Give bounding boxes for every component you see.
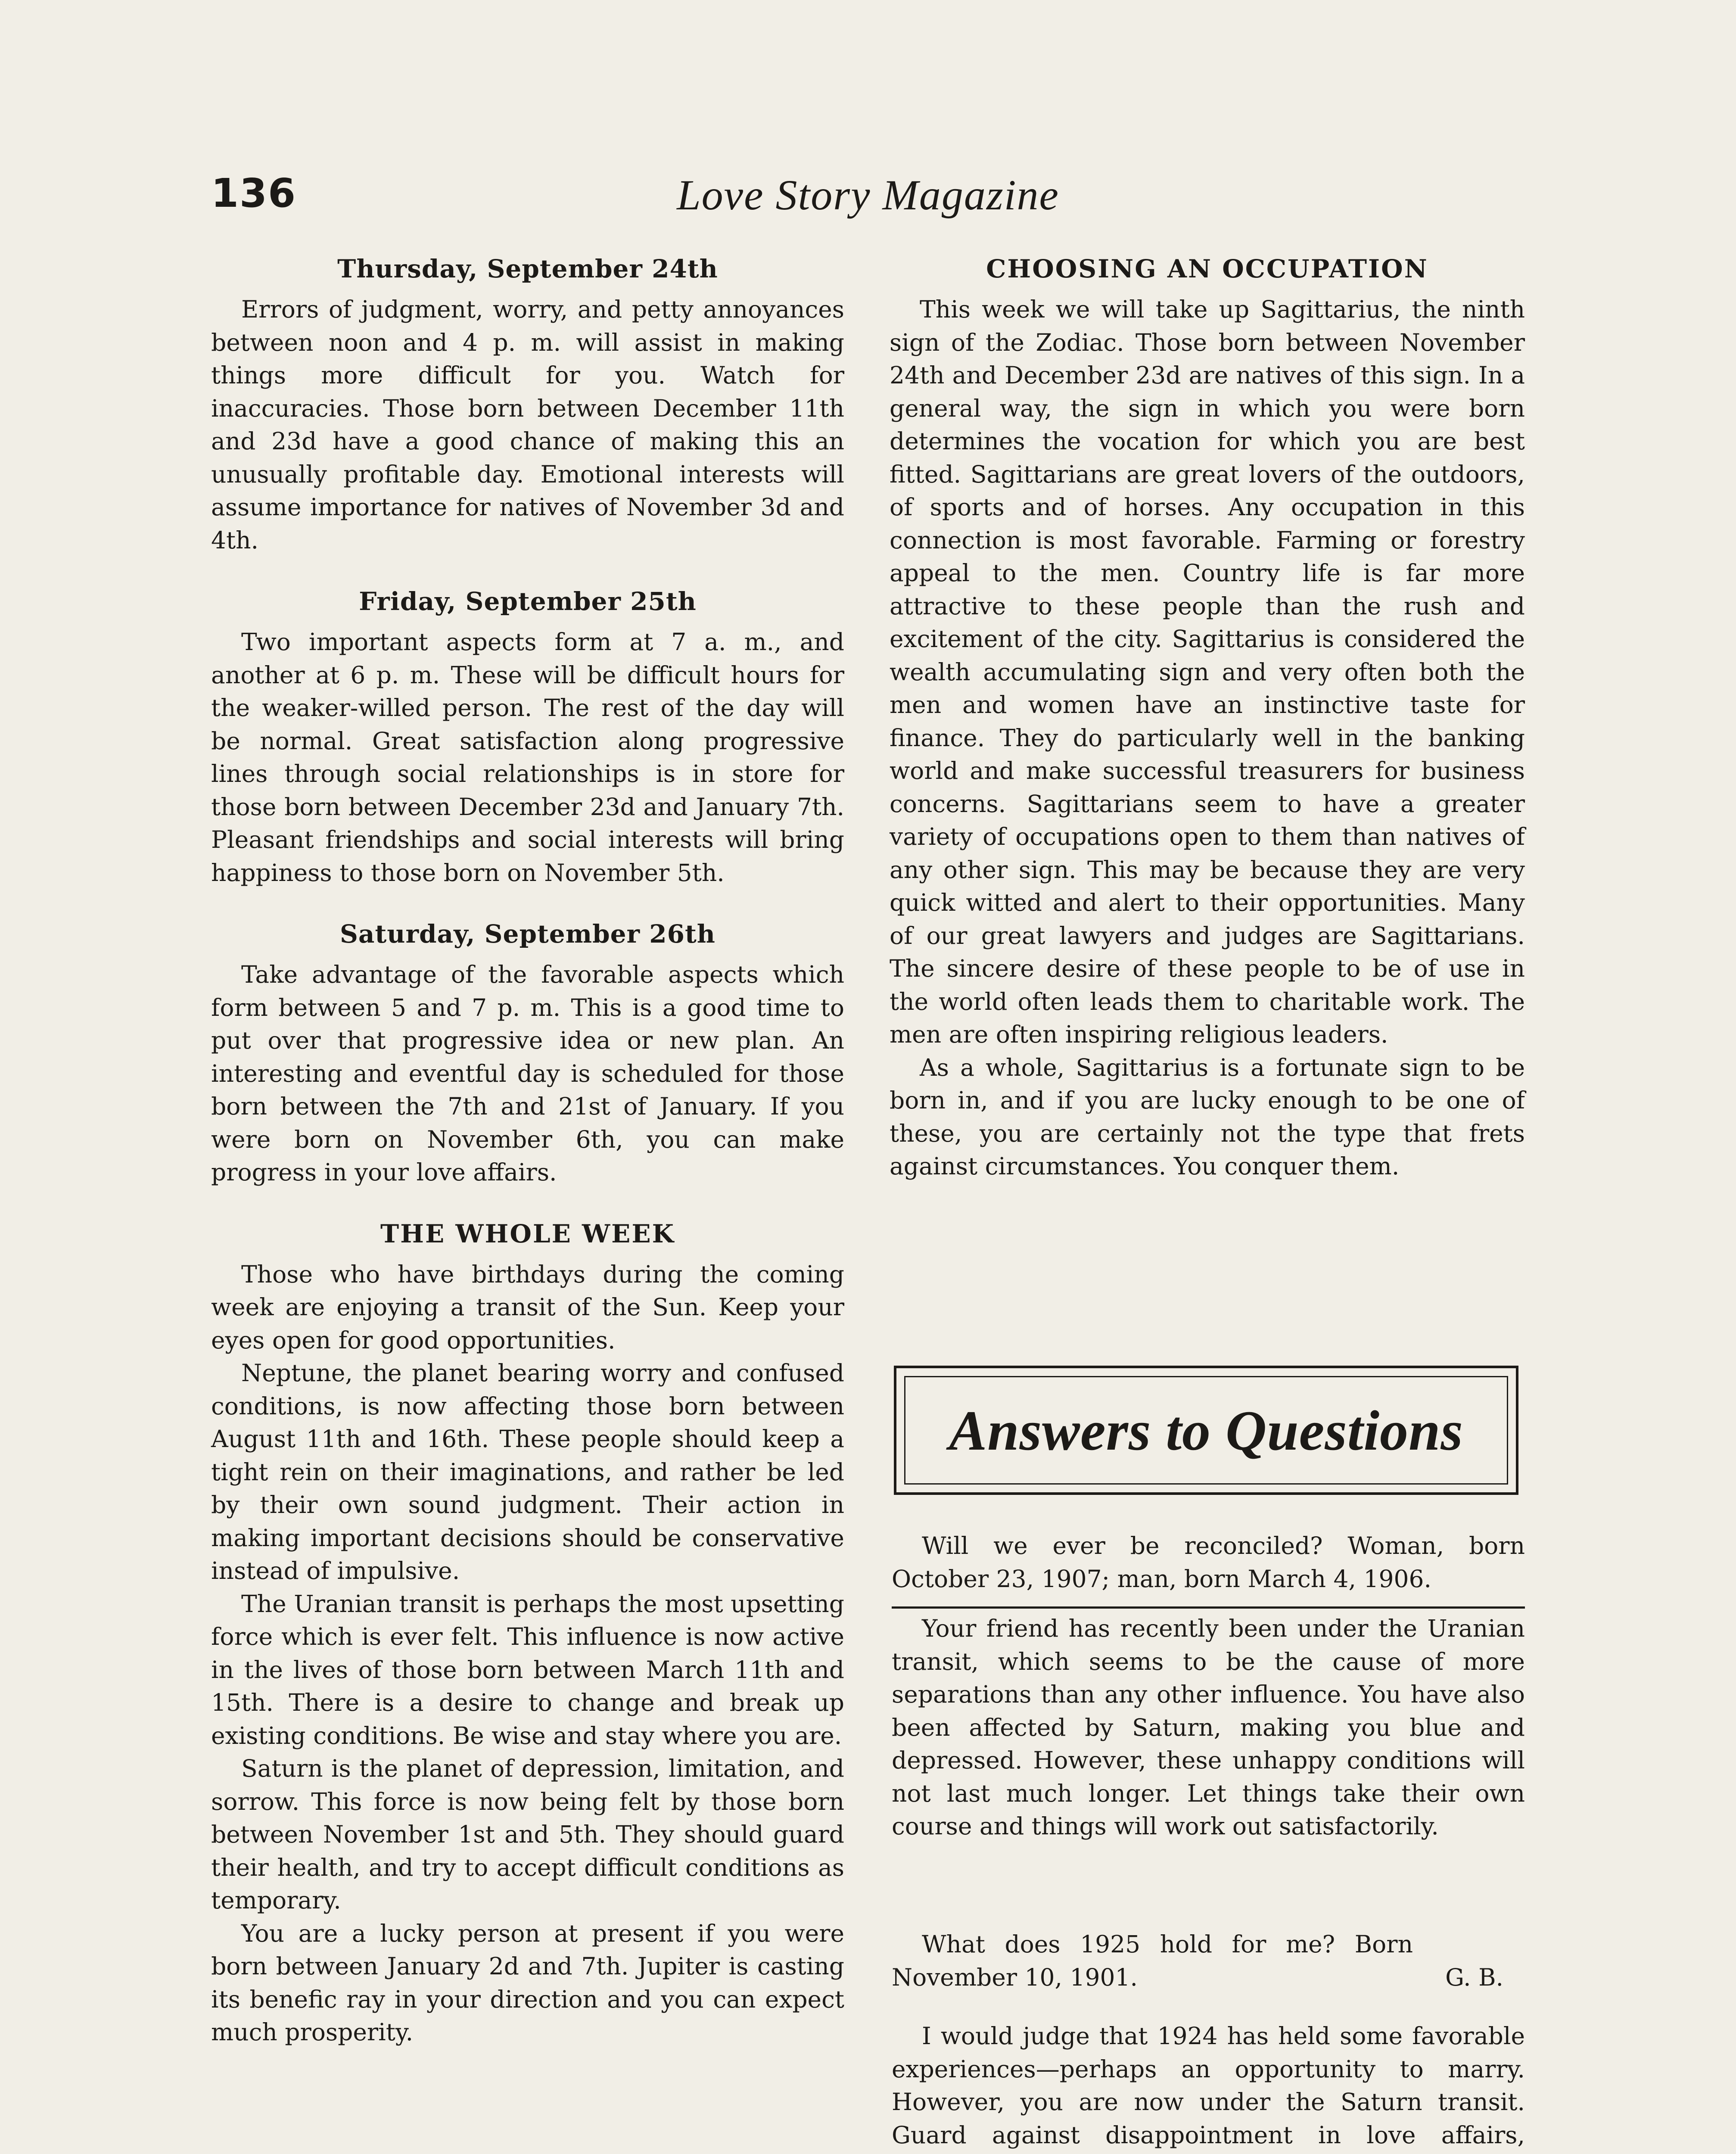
occupation-paragraph: As a whole, Sagittarius is a fortunate sign to be born in, and if you are lucky enough to be one of these, you are certainly not the type that frets against circumstances. You conquer them. bbox=[890, 1053, 1525, 1180]
whole-week-paragraph: Saturn is the planet of depression, limitation, and sorrow. This force is now being felt by those born between November 1st and 5th. They should guard their health, and try to accept difficult conditions as temporary. bbox=[211, 1755, 844, 1914]
thursday-section bbox=[211, 254, 844, 557]
answers-title-frame bbox=[904, 1376, 1508, 1485]
divider-rule bbox=[892, 1606, 1525, 1609]
page-header bbox=[211, 170, 1525, 230]
thursday-heading: Thursday, September 24th bbox=[337, 254, 718, 283]
right-column bbox=[890, 254, 1525, 1213]
occupation-heading: CHOOSING AN OCCUPATION bbox=[986, 254, 1428, 283]
page-number: 136 bbox=[211, 170, 297, 216]
whole-week-paragraph: Neptune, the planet bearing worry and confused conditions, is now affecting those born between August 11th and 16th. These people should keep a tight rein on their imaginations, and rather be led by their own sound judgment. Their action in making important decisions should be conservative instead of impulsive. bbox=[211, 1359, 844, 1584]
whole-week-section bbox=[211, 1219, 844, 2049]
question-signature: G. B. bbox=[1445, 1963, 1503, 1991]
qa-block-1 bbox=[892, 1529, 1525, 1843]
qa-block-2 bbox=[892, 1928, 1525, 2154]
question-row bbox=[892, 1928, 1525, 1994]
spacer bbox=[892, 1994, 1525, 2020]
answers-title-box bbox=[894, 1366, 1518, 1495]
saturday-section bbox=[211, 919, 844, 1189]
answer-text: Your friend has recently been under the Uranian transit, which seems to be the cause of more separations than any other influence. You have also been affected by Saturn, making you blue and depressed. However, these unhappy conditions will not last much longer. Let things take their own course and things will work out satisfactorily. bbox=[892, 1615, 1525, 1840]
saturday-text: Take advantage of the favorable aspects which form between 5 and 7 p. m. This is a good time to put over that progressive idea or new plan. An interesting and eventful day is scheduled for those born between the 7th and 21st of January. If you were born on November 6th, you can make progress in your love affairs. bbox=[211, 961, 844, 1186]
question-text: Will we ever be reconciled? Woman, born October 23, 1907; man, born March 4, 1906. bbox=[892, 1532, 1525, 1593]
saturday-heading: Saturday, September 26th bbox=[340, 919, 716, 949]
friday-section bbox=[211, 587, 844, 889]
whole-week-paragraph: The Uranian transit is perhaps the most upsetting force which is ever felt. This influence is now active in the lives of those born between March 11th and 15th. There is a desire to change and break up existing conditions. Be wise and stay where you are. bbox=[211, 1590, 844, 1749]
friday-text: Two important aspects form at 7 a. m., and another at 6 p. m. These will be difficult hours for the weaker-willed person. The rest of the day will be normal. Great satisfaction along progressive lines through social relationships is in store for those born between December 23d and January 7th. Pleasant friendships and social interests will bring happiness to those born on November 5th. bbox=[211, 628, 844, 887]
whole-week-paragraph: Those who have birthdays during the coming week are enjoying a transit of the Sun. Keep your eyes open for good opportunities. bbox=[211, 1260, 844, 1354]
whole-week-paragraph: You are a lucky person at present if you were born between January 2d and 7th. Jupiter is casting its benefic ray in your direction and you can expect much prosperity. bbox=[211, 1919, 844, 2046]
magazine-title: Love Story Magazine bbox=[677, 171, 1059, 219]
answer-text: I would judge that 1924 has held some favorable experiences—perhaps an opportunity to marry. However, you are now under the Saturn transit. Guard against disappointment in love affairs, bbox=[892, 2022, 1525, 2149]
thursday-text: Errors of judgment, worry, and petty annoyances between noon and 4 p. m. will assist in making things more difficult for you. Watch for inaccuracies. Those born between December 11th and 23d have a good chance of making this an unusually profitable day. Emotional interests will assume importance for natives of November 3d and 4th. bbox=[211, 296, 844, 554]
answers-title: Answers to Questions bbox=[949, 1398, 1463, 1462]
occupation-paragraph: This week we will take up Sagittarius, the ninth sign of the Zodiac. Those born between November 24th and December 23d are natives of this sign. In a general way, the sign in which you were born determines the vocation for which you are best fitted. Sagittarians are great lovers of the outdoors, of sports and of horses. Any occupation in this connection is most favorable. Farming or forestry appeal to the men. Country life is far more attractive to these people than the rush and excitement of the city. Sagittarius is considered the wealth accumulating sign and very often both the men and women have an instinctive taste for finance. They do particularly well in the banking world and make successful treasurers for business concerns. Sagittarians seem to have a greater variety of occupations open to them than natives of any other sign. This may be because they are very quick witted and alert to their opportunities. Many of our great lawyers and judges are Sagittarians. The sincere desire of these people to be of use in the world often leads them to charitable work. The men are often inspiring religious leaders. bbox=[890, 296, 1525, 1048]
question-text: What does 1925 hold for me? Born November 10, 1901. bbox=[892, 1930, 1413, 1991]
occupation-section bbox=[890, 254, 1525, 1183]
left-column bbox=[211, 254, 844, 2079]
whole-week-heading: THE WHOLE WEEK bbox=[380, 1219, 675, 1248]
friday-heading: Friday, September 25th bbox=[359, 587, 697, 616]
